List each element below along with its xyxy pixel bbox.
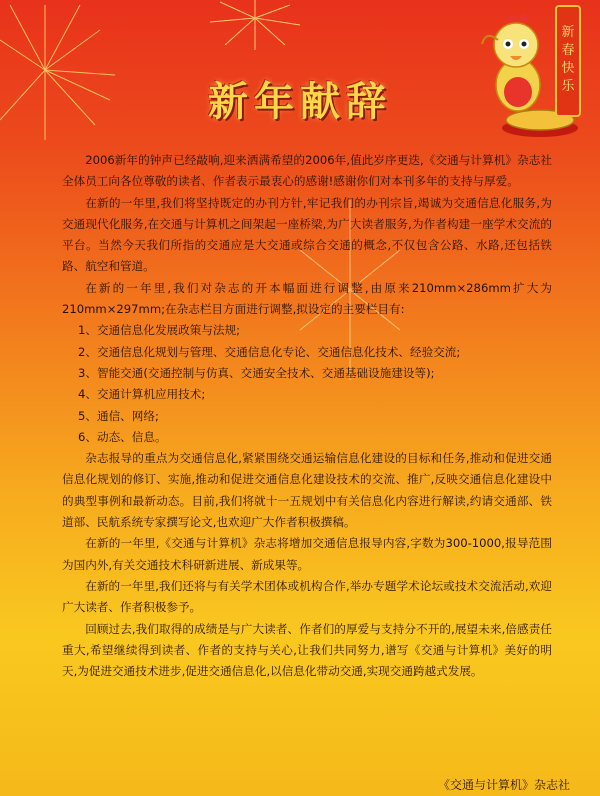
column-list-item: 4、交通计算机应用技术; [78,387,206,402]
page-title: 新年献辞 [208,79,392,125]
firework-top-decoration [200,0,320,60]
scroll-char-4: 乐 [561,79,575,94]
scroll-char-3: 快 [561,61,575,76]
paragraph: 在新的一年里,《交通与计算机》杂志将增加交通信息报导内容,字数为300-1000,报导范围为国内外,有关交通技术科研新进展、新成果等。 [62,536,552,572]
signature: 《交通与计算机》杂志社 [437,778,570,792]
column-list-item: 1、交通信息化发展政策与法规; [78,323,241,338]
paragraph: 2006新年的钟声已经敲响,迎来洒满希望的2006年,值此岁序更迭,《交通与计算机》杂志社全体员工向各位尊敬的读者、作者表示最衷心的感谢!感谢你们对本刊多年的支持与厚爱。 [62,153,552,189]
rooster-mascot-icon [470,0,590,140]
column-list-item: 3、智能交通(交通控制与仿真、交通安全技术、交通基础设施建设等); [78,365,435,380]
paragraph: 杂志报导的重点为交通信息化,紧紧围绕交通运输信息化建设的目标和任务,推动和促进交通信息化规划的修订、实施,推动和促进交通信息化建设技术的交流、推广,反映交通信息化建设中的典型事例和最新动态。目前,我们将就十一五规划中有关信息化内容进行解读,约请交通部、铁道部、民航系统专家撰写论文,也欢迎广大作者积极撰稿。 [62,451,552,530]
column-list-item: 2、交通信息化规划与管理、交通信息化专论、交通信息化技术、经验交流; [78,344,461,359]
column-list-item: 6、动态、信息。 [78,429,167,444]
paragraph: 在新的一年里,我们还将与有关学术团体或机构合作,举办专题学术论坛或技术交流活动,欢迎广大读者、作者积极参予。 [62,578,552,615]
paragraph: 在新的一年里,我们对杂志的开本幅面进行调整,由原来210mm×286mm扩大为210mm×297mm;在杂志栏目方面进行调整,拟设定的主要栏目有: [62,280,552,317]
paragraph: 在新的一年里,我们将坚持既定的办刊方针,牢记我们的办刊宗旨,竭诚为交通信息化服务,为交通现代化服务,在交通与计算机之间架起一座桥梁,为广大读者服务,为作者构建一座学术交流的平台。当然今天我们所指的交通应是大交通或综合交通的概念,不仅包含公路、水路,还包括铁路、航空和管道。 [62,195,552,274]
scroll-char-2: 春 [561,43,575,58]
letter-body [62,150,552,682]
paragraph: 回顾过去,我们取得的成绩是与广大读者、作者们的厚爱与支持分不开的,展望未来,倍感责任重大,希望继续得到读者、作者的支持与关心,让我们共同努力,谱写《交通与计算机》美好的明天,为促进交通技术进步,促进交通信息化,以信息化带动交通,实现交通跨越式发展。 [62,621,552,679]
scroll-char-1: 新 [561,25,575,40]
column-list-item: 5、通信、网络; [78,408,159,423]
